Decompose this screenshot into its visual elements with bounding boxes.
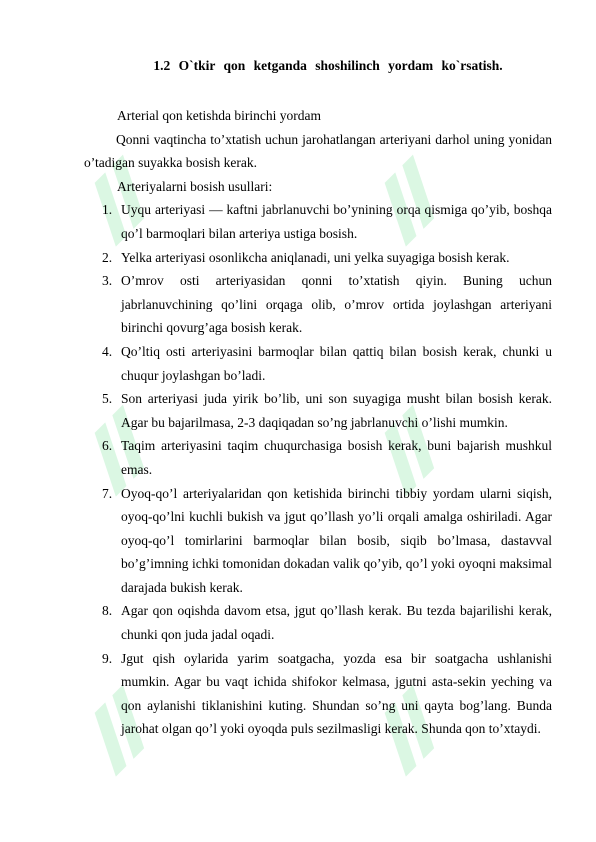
list-item: 2. Yelka arteriyasi osonlikcha aniqlanadi, uni yelka suyagiga bosish kerak.: [102, 249, 510, 265]
list-item: 8. Agar qon oqishda davom etsa, jgut qo’llash kerak. Bu tezda bajarilishi kerak, chunki qon juda jadal oqadi.: [102, 603, 552, 643]
subheading: Arterial qon ketishda birinchi yordam: [117, 108, 321, 123]
list-item: 9. Jgut qish oylarida yarim soatgacha, yozda esa bir soatgacha ushlanishi mumkin. Agar bu vaqt ichida shifokor kelmasa, jgutni asta-sekin yeching va qon aylanishi tiklanishini kuting. Shundan so’ng uni qayta bog’lang. Bunda jarohat olgan qo’l yoki oyoqda puls sezilmasligi kerak. Shunda qon to’xtaydi.: [102, 650, 552, 737]
section-title: 1.2 O`tkir qon ketganda shoshilinch yordam ko`rsatish.: [153, 58, 503, 73]
intro-paragraph: Qonni vaqtincha to’xtatish uchun jarohatlangan arteriyani darhol uning yonidan o’tadigan suyakka bosish kerak.: [84, 131, 552, 171]
list-item: 3. O’mrov osti arteriyasidan qonni to’xtatish qiyin. Buning uchun jabrlanuvchining qo’lini orqaga olib, o’mrov ortida joylashgan arteriyani birinchi qovurg’aga bosish kerak.: [102, 273, 552, 336]
document-body: [84, 104, 552, 741]
list-item: 4. Qo’ltiq osti arteriyasini barmoqlar bilan qattiq bilan bosish kerak, chunki u chuqur joylashgan bo’ladi.: [102, 343, 552, 383]
methods-heading: Arteriyalarni bosish usullari:: [117, 178, 273, 194]
list-item: 7. Oyoq-qo’l arteriyalaridan qon ketishida birinchi tibbiy yordam ularni siqish, oyoq-qo’lni kuchli bukish va jgut qo’llash yo’li orqali amalga oshiriladi. Agar oyoq-qo’l tomirlarini barmoqlar bilan bosib, siqib bo’lmasa, dastavval bo’g’imning ichki tomonidan dokadan valik qo’yib, qo’l yoki oyoqni maksimal darajada bukish kerak.: [102, 485, 552, 595]
list-item: 1. Uyqu arteriyasi — kaftni jabrlanuvchi bo’ynining orqa qismiga qo’yib, boshqa qo’l barmoqlari bilan arteriya ustiga bosish.: [102, 202, 552, 241]
list-item: 6. Taqim arteriyasini taqim chuqurchasiga bosish kerak, buni bajarish mushkul emas.: [102, 438, 552, 477]
list-item: 5. Son arteriyasi juda yirik bo’lib, uni son suyagiga musht bilan bosish kerak. Agar bu bajarilmasa, 2-3 daqiqadan so’ng jabrlanuvchi o’lishi mumkin.: [102, 391, 552, 430]
methods-list: [84, 198, 552, 741]
